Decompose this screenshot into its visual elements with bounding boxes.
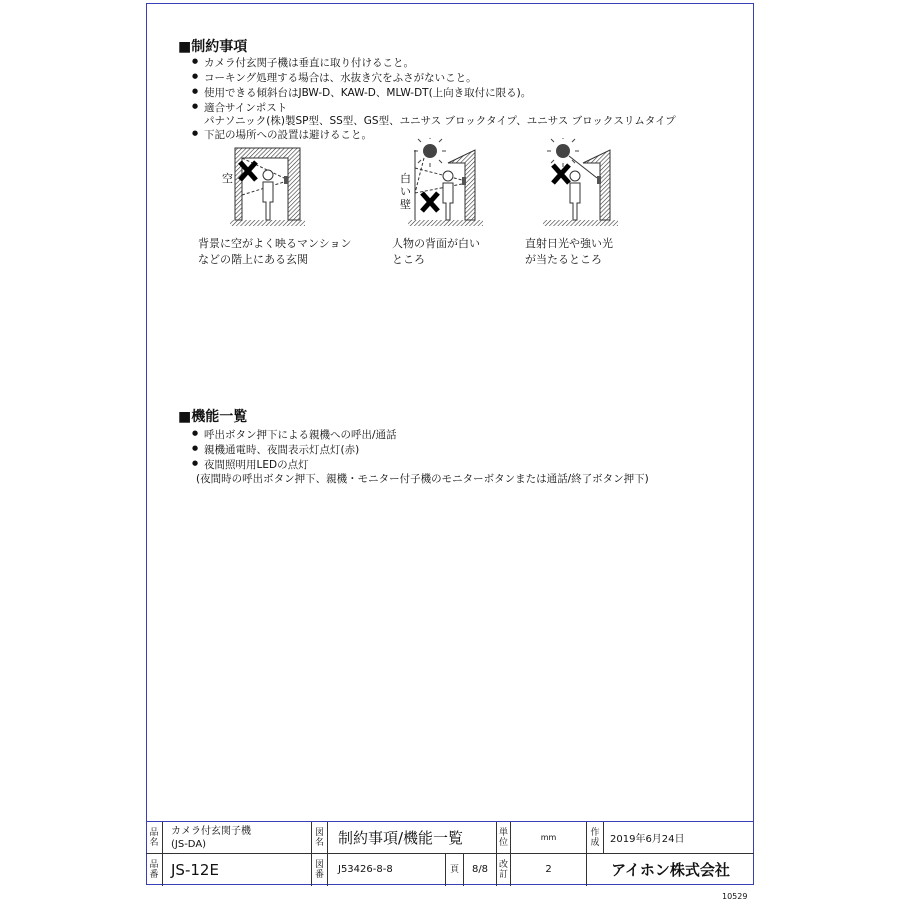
list-item: ● 使用できる傾斜台はJBW-D、KAW-D、MLW-DT(上向き取付に限る)。 [204, 85, 531, 100]
page-number: 8/8 [464, 853, 497, 886]
revision-label: 改訂 [497, 853, 511, 886]
list-item: ● 呼出ボタン押下による親機への呼出/通話 [204, 427, 397, 442]
figure-caption: 人物の背面が白い ところ [392, 237, 480, 266]
restrictions-heading: ■制約事項 [178, 39, 248, 55]
figure-sky-background [220, 140, 310, 230]
created-label: 作成 [587, 822, 604, 853]
figure-caption: 直射日光や強い光 が当たるところ [525, 237, 613, 266]
page-label: 頁 [446, 853, 464, 886]
list-item: ● 親機通電時、夜間表示灯点灯(赤) [204, 442, 359, 457]
list-item: ● 夜間照明用LEDの点灯 [204, 457, 309, 472]
list-item: ● コーキング処理する場合は、水抜き穴をふさがないこと。 [204, 70, 477, 85]
figure-label-sky: 空 [222, 172, 233, 185]
product-name-label: 品名 [146, 822, 163, 853]
drawing-name: 制約事項/機能一覧 [328, 822, 497, 853]
drawing-no-label: 図番 [312, 853, 328, 886]
company-logo: アイホン株式会社 [611, 861, 730, 879]
product-name: カメラ付玄関子機 (JS-DA) [163, 822, 312, 853]
figure-direct-sunlight [535, 138, 620, 230]
figure-white-wall [400, 138, 495, 230]
list-item: ● 下記の場所への設置は避けること。 [204, 127, 372, 142]
product-no-label: 品番 [146, 853, 163, 886]
drawing-name-label: 図名 [312, 822, 328, 853]
unit-label: 単位 [497, 822, 511, 853]
functions-heading: ■機能一覧 [178, 409, 248, 425]
list-item: ● カメラ付玄関子機は垂直に取り付けること。 [204, 55, 414, 70]
document-code: 10529 [722, 892, 748, 900]
revision: 2 [511, 853, 587, 886]
figure-label-white-wall: 白い壁 [400, 172, 411, 211]
signpost-detail: パナソニック(株)製SP型、SS型、GS型、ユニサス ブロックタイプ、ユニサス ブロックスリムタイプ [204, 115, 676, 127]
led-detail: (夜間時の呼出ボタン押下、親機・モニター付子機のモニターボタンまたは通話/終了ボタン押下) [196, 473, 649, 485]
drawing-no: J53426-8-8 [328, 853, 446, 886]
list-item: ● 適合サインポスト [204, 100, 287, 115]
created-date: 2019年6月24日 [610, 834, 685, 845]
figure-caption: 背景に空がよく映るマンション などの階上にある玄関 [198, 237, 352, 266]
title-block [146, 821, 754, 886]
unit: mm [511, 822, 587, 853]
product-no: JS-12E [163, 853, 312, 886]
